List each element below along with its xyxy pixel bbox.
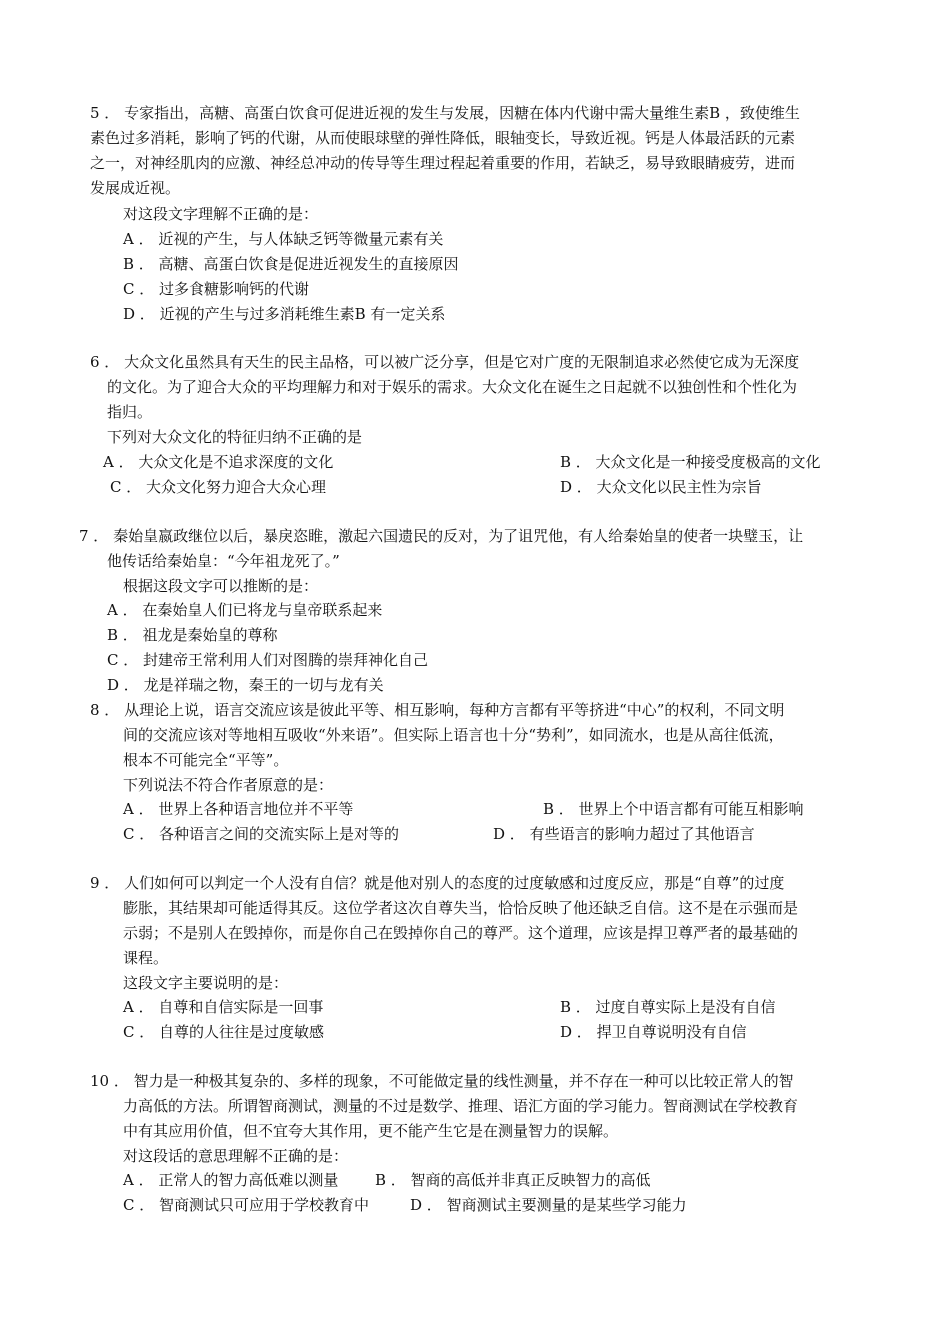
question-prompt: 根据这段文字可以推断的是： — [123, 577, 319, 595]
question-stem-line: 之一，对神经肌肉的应激、神经总冲动的传导等生理过程起着重要的作用，若缺乏，易导致眼睛疲劳，进而 — [90, 154, 796, 172]
option-a: A ． 自尊和自信实际是一回事 — [123, 998, 324, 1016]
question-stem-line: 9 ． 人们如何可以判定一个人没有自信？就是他对别人的态度的过度敏感和过度反应，那是“自尊”的过度 — [90, 874, 785, 892]
question-stem-line: 间的交流应该对等地相互吸收“外来语”。但实际上语言也十分“势利”，如同流水，也是从高往低流， — [123, 726, 784, 744]
option-b: B ． 高糖、高蛋白饮食是促进近视发生的直接原因 — [123, 255, 459, 273]
option-d: D ． 智商测试主要测量的是某些学习能力 — [410, 1196, 687, 1214]
option-d: D ． 捍卫自尊说明没有自信 — [560, 1023, 747, 1041]
question-stem-line: 的文化。为了迎合大众的平均理解力和对于娱乐的需求。大众文化在诞生之日起就不以独创性和个性化为 — [107, 378, 798, 396]
question-stem-line: 膨胀，其结果却可能适得其反。这位学者这次自尊失当，恰恰反映了他还缺乏自信。这不是在示强而是 — [123, 899, 799, 917]
question-stem-line: 课程。 — [123, 949, 169, 967]
question-stem-line: 素色过多消耗，影响了钙的代谢，从而使眼球壁的弹性降低，眼轴变长，导致近视。钙是人体最活跃的元素 — [90, 129, 796, 147]
option-d: D ． 近视的产生与过多消耗维生素B 有一定关系 — [123, 305, 446, 323]
question-stem-line: 6 ． 大众文化虽然具有天生的民主品格，可以被广泛分享，但是它对广度的无限制追求必然使它成为无深度 — [90, 353, 800, 371]
question-stem-line: 中有其应用价值，但不宜夸大其作用，更不能产生它是在测量智力的误解。 — [123, 1122, 619, 1140]
option-c: C ． 智商测试只可应用于学校教育中 — [123, 1196, 370, 1214]
option-d: D ． 龙是祥瑞之物，秦王的一切与龙有关 — [107, 676, 384, 694]
option-c: C ． 大众文化努力迎合大众心理 — [110, 478, 327, 496]
option-d: D ． 大众文化以民主性为宗旨 — [560, 478, 762, 496]
option-a: A ． 在秦始皇人们已将龙与皇帝联系起来 — [107, 601, 383, 619]
question-stem-line: 8 ． 从理论上说，语言交流应该是彼此平等、相互影响，每种方言都有平等挤进“中心”的权利，不同文明 — [90, 701, 785, 719]
option-d: D ． 有些语言的影响力超过了其他语言 — [493, 825, 755, 843]
option-b: B ． 世界上个中语言都有可能互相影响 — [543, 800, 804, 818]
option-b: B ． 祖龙是秦始皇的尊称 — [107, 626, 278, 644]
question-stem-line: 他传话给秦始皇：“今年祖龙死了。” — [107, 552, 340, 570]
option-a: A ． 正常人的智力高低难以测量 — [123, 1171, 339, 1189]
option-a: A ． 大众文化是不追求深度的文化 — [103, 453, 334, 471]
question-stem-line: 指归。 — [107, 403, 153, 421]
option-c: C ． 过多食糖影响钙的代谢 — [123, 280, 310, 298]
option-b: B ． 大众文化是一种接受度极高的文化 — [560, 453, 821, 471]
question-prompt: 这段文字主要说明的是： — [123, 974, 289, 992]
question-prompt: 下列说法不符合作者原意的是： — [123, 776, 334, 794]
question-stem-line: 力高低的方法。所谓智商测试，测量的不过是数学、推理、语汇方面的学习能力。智商测试在学校教育 — [123, 1097, 799, 1115]
question-stem-line: 7 ． 秦始皇嬴政继位以后，暴戾恣睢，激起六国遗民的反对，为了诅咒他，有人给秦始皇的使者一块璧玉，让 — [79, 527, 804, 545]
question-stem-line: 根本不可能完全“平等”。 — [123, 751, 289, 769]
option-a: A ． 近视的产生，与人体缺乏钙等微量元素有关 — [123, 230, 444, 248]
question-stem-line: 发展成近视。 — [90, 179, 181, 197]
option-c: C ． 各种语言之间的交流实际上是对等的 — [123, 825, 400, 843]
option-b: B ． 智商的高低并非真正反映智力的高低 — [375, 1171, 651, 1189]
question-prompt: 对这段话的意思理解不正确的是： — [123, 1147, 349, 1165]
question-stem-line: 10 ． 智力是一种极其复杂的、多样的现象，不可能做定量的线性测量，并不存在一种可以比较正常人的智 — [90, 1072, 794, 1090]
question-prompt: 对这段文字理解不正确的是： — [123, 205, 319, 223]
option-a: A ． 世界上各种语言地位并不平等 — [123, 800, 354, 818]
question-stem-line: 5 ． 专家指出，高糖、高蛋白饮食可促进近视的发生与发展，因糖在体内代谢中需大量维生素B ，致使维生 — [90, 104, 800, 122]
option-c: C ． 自尊的人往往是过度敏感 — [123, 1023, 325, 1041]
question-stem-line: 示弱；不是别人在毁掉你，而是你自己在毁掉你自己的尊严。这个道理，应该是捍卫尊严者的最基础的 — [123, 924, 799, 942]
question-prompt: 下列对大众文化的特征归纳不正确的是 — [107, 428, 363, 446]
option-c: C ． 封建帝王常利用人们对图腾的崇拜神化自己 — [107, 651, 429, 669]
option-b: B ． 过度自尊实际上是没有自信 — [560, 998, 776, 1016]
